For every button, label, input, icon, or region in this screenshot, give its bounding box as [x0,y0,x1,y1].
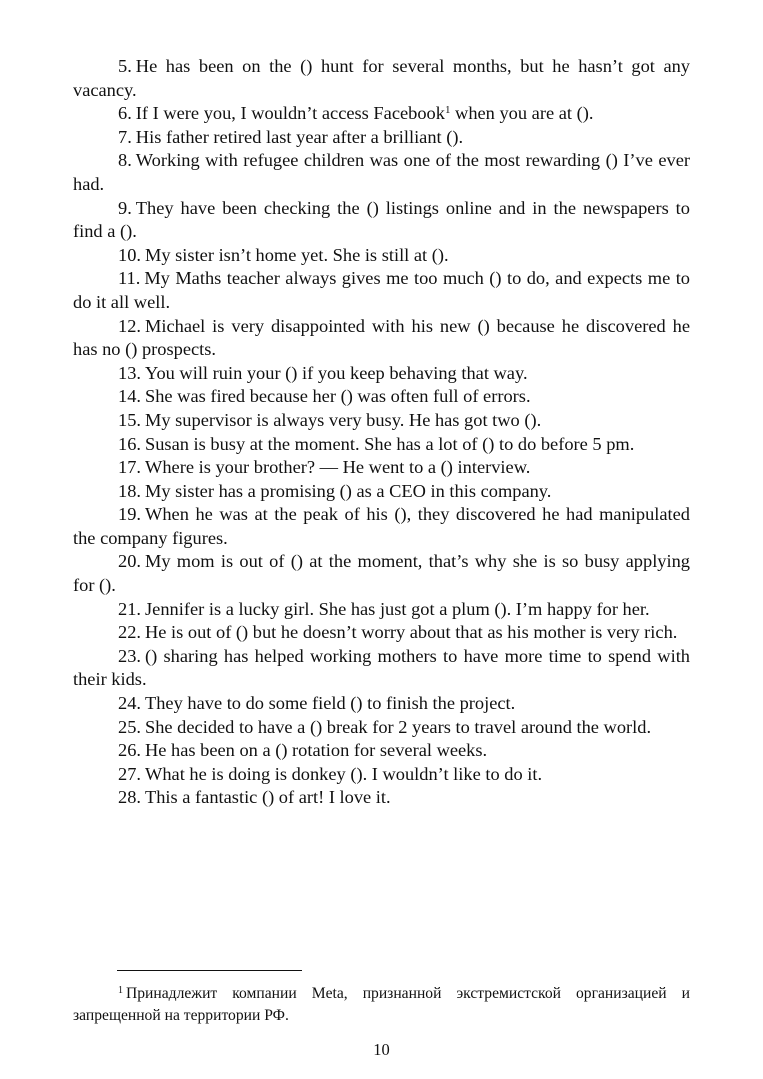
item-text: She was fired because her () was often full of errors. [145,386,531,407]
item-text: They have to do some field () to finish the project. [145,693,516,714]
item-number: 10. [118,244,141,265]
item-text: He is out of () but he doesn’t worry about that as his mother is very rich. [145,622,678,643]
item-number: 27. [118,763,141,784]
item-text: My sister isn’t home yet. She is still at (). [145,244,449,265]
item-text: Jennifer is a lucky girl. She has just got a plum (). I’m happy for her. [145,598,650,619]
exercise-item [73,621,690,645]
exercise-item [73,267,690,314]
exercise-item [73,102,690,126]
exercise-item [73,244,690,268]
item-text: He has been on a () rotation for several weeks. [145,740,488,761]
item-number: 19. [118,504,141,525]
item-number: 12. [118,315,141,336]
footnote-text: Принадлежит компании Meta, признанной экстремистской организацией и запрещенной на территории РФ. [73,985,690,1024]
item-number: 15. [118,409,141,430]
item-text: They have been checking the () listings online and in the newspapers to find a (). [73,197,690,242]
exercise-item [73,763,690,787]
exercise-item [73,362,690,386]
footnote-reference: 1 [444,104,451,117]
exercise-item [73,739,690,763]
item-text: Susan is busy at the moment. She has a lot of () to do before 5 pm. [145,433,635,454]
item-number: 18. [118,480,141,501]
item-text: This a fantastic () of art! I love it. [145,787,391,808]
footnote-divider [117,970,302,971]
item-number: 13. [118,362,141,383]
footnote [73,983,690,1026]
item-number: 6. [118,103,132,124]
item-number: 8. [118,150,132,171]
item-text: () sharing has helped working mothers to have more time to spend with their kids. [73,645,690,690]
item-number: 14. [118,386,141,407]
item-number: 26. [118,740,141,761]
item-number: 11. [118,268,141,289]
exercise-item [73,786,690,810]
exercise-item [73,456,690,480]
exercise-item [73,503,690,550]
page-number: 10 [373,1040,390,1059]
item-number: 7. [118,126,132,147]
item-text: His father retired last year after a brilliant (). [135,126,464,147]
exercise-item [73,315,690,362]
exercise-item [73,197,690,244]
item-text: My mom is out of () at the moment, that’s why she is so busy applying for (). [73,551,690,596]
item-text: She decided to have a () break for 2 years to travel around the world. [145,716,652,737]
item-number: 21. [118,598,141,619]
item-number: 23. [118,645,141,666]
exercise-item [73,598,690,622]
item-number: 24. [118,693,141,714]
item-number: 5. [118,56,132,76]
item-number: 16. [118,433,141,454]
item-text: My Maths teacher always gives me too much () to do, and expects me to do it all well. [73,268,690,312]
exercise-item [73,385,690,409]
item-text: He has been on the () hunt for several months, but he hasn’t got any vacancy. [73,56,690,100]
item-text: You will ruin your () if you keep behaving that way. [145,362,528,383]
item-number: 22. [118,622,141,643]
exercise-item [73,126,690,150]
exercise-text [73,55,690,810]
item-text: when you are at (). [450,103,594,124]
footnote-mark: 1 [118,985,123,996]
item-number: 20. [118,551,141,572]
item-text: When he was at the peak of his (), they discovered he had manipulated the company figures. [73,504,690,548]
item-text: If I were you, I wouldn’t access Facebook [135,103,445,124]
item-text: Where is your brother? — He went to a () interview. [145,457,531,478]
exercise-item [73,149,690,196]
exercise-item [73,692,690,716]
item-text: What he is doing is donkey (). I wouldn’t like to do it. [145,763,543,784]
item-number: 17. [118,457,141,478]
item-text: Working with refugee children was one of the most rewarding () I’ve ever had. [73,150,690,194]
item-text: Michael is very disappointed with his new () because he discovered he has no () prospects. [73,315,690,360]
item-number: 9. [118,197,132,218]
exercise-item [73,433,690,457]
item-text: My supervisor is always very busy. He has got two (). [145,409,542,430]
item-number: 28. [118,787,141,808]
exercise-item [73,480,690,504]
item-number: 25. [118,716,141,737]
exercise-item [73,716,690,740]
exercise-item [73,645,690,692]
item-text: My sister has a promising () as a CEO in this company. [145,480,552,501]
exercise-item [73,55,690,102]
exercise-item [73,409,690,433]
exercise-item [73,550,690,597]
